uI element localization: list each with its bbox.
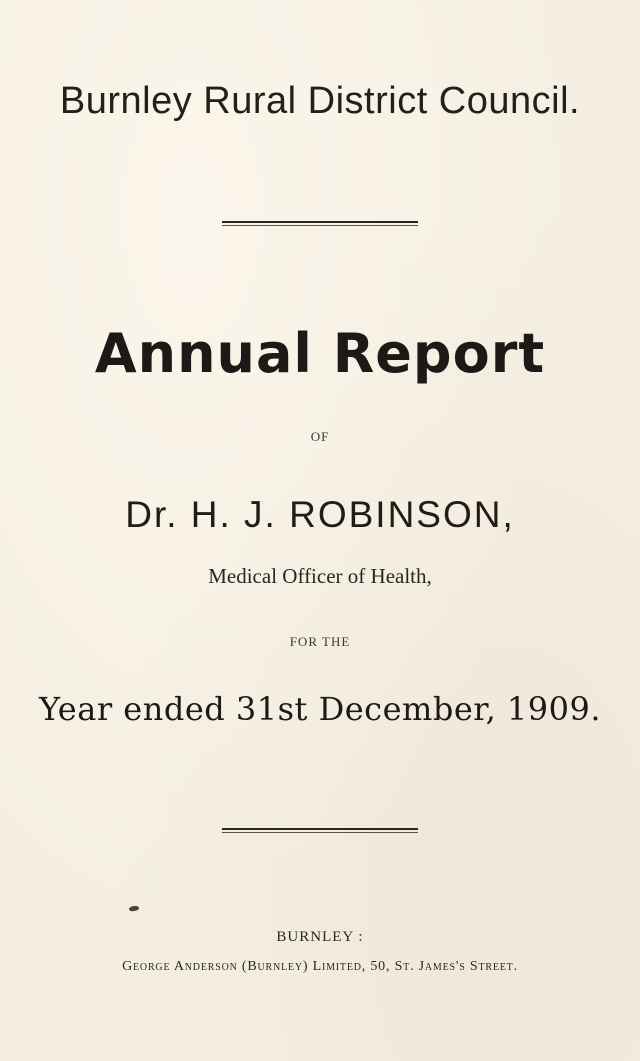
council-heading: Burnley Rural District Council. [59,80,581,122]
report-title: Annual Report [94,322,546,385]
report-period: Year ended 31st December, 1909. [38,690,602,728]
ink-blot-mark [129,905,140,912]
of-label: OF [310,429,330,444]
decorative-rule-bottom [222,828,418,833]
imprint-place: BURNLEY : [276,929,364,945]
author-position: Medical Officer of Health, [208,564,432,588]
author-name: Dr. H. J. ROBINSON, [125,494,515,535]
for-the-label: FOR THE [289,634,351,649]
imprint-printer: George Anderson (Burnley) Limited, 50, St. James's Street. [122,959,518,974]
decorative-rule-top [222,221,418,226]
